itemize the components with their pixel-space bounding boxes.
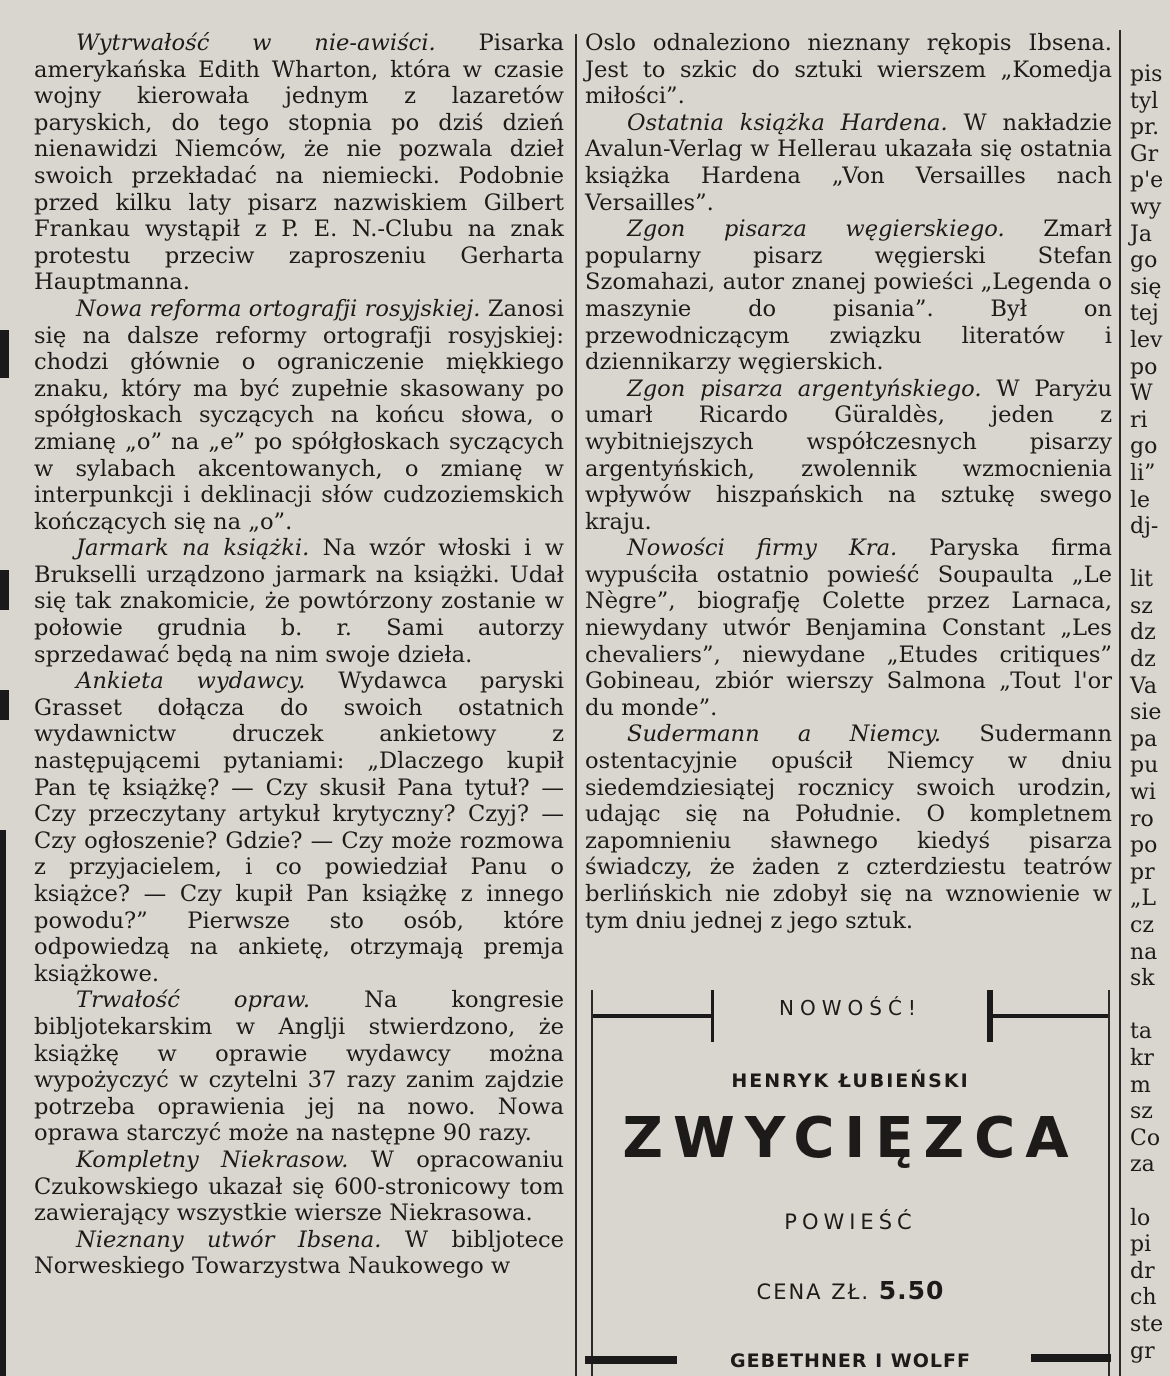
news-item [585, 721, 1112, 934]
item-body: W nakładzie Avalun-Verlag w Hellerau ukazała się ostatnia książka Hardena „Von Versailles nach Versailles”. [585, 109, 1113, 216]
news-item [585, 535, 1112, 721]
news-item [34, 668, 564, 987]
item-heading: Zgon pisarza węgierskiego. [627, 216, 1005, 243]
column-rule [575, 34, 577, 1376]
ad-price-value: 5.50 [878, 1276, 945, 1305]
cutoff-line-fragment: pr [1130, 859, 1155, 885]
cutoff-line-fragment [1130, 993, 1170, 1020]
ad-price-label: CENA ZŁ. [756, 1280, 871, 1304]
cutoff-line-fragment: „L [1130, 886, 1157, 912]
margin-mark [0, 330, 9, 378]
cutoff-line-fragment: na [1130, 939, 1158, 965]
ad-header-text: NOWOŚĆ! [779, 996, 922, 1020]
cutoff-line-fragment: ste [1130, 1311, 1164, 1337]
news-item [585, 110, 1112, 216]
cutoff-line-fragment: lev [1130, 327, 1163, 353]
cutoff-line-fragment [1130, 541, 1170, 568]
cutoff-line-fragment: gr [1130, 1338, 1155, 1364]
item-heading: Nowości firmy Kra. [627, 535, 898, 562]
cutoff-line-fragment: go [1130, 434, 1158, 460]
item-heading: Nieznany utwór Ibsena. [76, 1226, 382, 1253]
ad-publisher: GEBETHNER I WOLFF [730, 1350, 971, 1372]
news-item [34, 987, 564, 1147]
item-body: Sudermann ostentacyjnie opuścił Niemcy w dniu siedemdziesiątej rocznicy swoich urodzin, udając się na Południe. O kompletnem zapomnieniu sławnego kiedyś pisarza świadczy, że żaden z czterdziestu teatrów berlińskich nie zdobył się na wznowienie w tym dniu jednej z jego sztuk. [585, 721, 1112, 934]
cutoff-line-fragment: sie [1130, 700, 1162, 726]
item-heading: Kompletny Niekrasow. [76, 1146, 349, 1173]
cutoff-line-fragment: ta [1130, 1019, 1152, 1045]
news-item [34, 535, 564, 668]
cutoff-line-fragment: ro [1130, 806, 1154, 832]
cutoff-line-fragment: dr [1130, 1258, 1155, 1284]
cutoff-line-fragment: za [1130, 1152, 1155, 1178]
cutoff-line-fragment: p'e [1130, 168, 1164, 194]
cutoff-line-fragment: go [1130, 248, 1158, 274]
cutoff-line-fragment: się [1130, 274, 1162, 300]
item-body: Pisarka amerykańska Edith Wharton, która w czasie wojny kierowała jednym z lazaretów paryskich, do tego stopnia po dziś dzień nienawidzi Niemców, że nie pozwala dzieł swoich przekładać na niemiecki. Podobnie przed kilku laty pisarz nazwiskiem Gilbert Frankau wystąpił z P. E. N.-Clubu na znak protestu przeciw zaproszeniu Gerharta Hauptmanna. [34, 30, 564, 296]
cutoff-line-fragment: pis [1130, 62, 1163, 87]
news-item-continued [585, 30, 1112, 110]
news-item [585, 376, 1112, 536]
item-heading: Zgon pisarza argentyńskiego. [627, 375, 982, 402]
ad-price [593, 1276, 1108, 1305]
item-heading: Jarmark na książki. [76, 535, 310, 562]
cutoff-line-fragment: kr [1130, 1045, 1154, 1071]
cutoff-line-fragment: pa [1130, 726, 1158, 752]
item-body: W opracowaniu Czukowskiego ukazał się 600-stronicowy tom zawierający wszystkie wiersze Niekrasowa. [34, 1146, 564, 1227]
cutoff-line-fragment: ch [1130, 1285, 1157, 1311]
cutoff-line-fragment: cz [1130, 913, 1154, 938]
margin-mark [0, 690, 9, 720]
cutoff-line-fragment: tyl [1130, 88, 1159, 114]
cutoff-line-fragment: wy [1130, 194, 1162, 220]
item-heading: Wytrwałość w nie-awiści. [76, 30, 436, 56]
column-rule [1119, 30, 1121, 1376]
item-body: Wydawca paryski Grasset dołącza do swoich ostatnich wydawnictw druczek ankietowy z następującemi pytaniami: „Dlaczego kupił Pan tę książkę? — Czy skusił Pana tytuł? — Czy przeczytany artykuł krytyczny? Czyj? — Czy ogłoszenie? Gdzie? — Czy może rozmowa z przyjacielem, i co powiedział Panu o książce? — Czy kupił Pan książkę z innego powodu?” Pierwsze sto osób, które odpowiedzą na ankietę, otrzymają premja książkowe. [34, 668, 564, 987]
item-body: W bibljotece Norweskiego Towarzystwa Naukowego w [34, 1226, 564, 1280]
item-body: Paryska firma wypuściła ostatnio powieść Soupaulta „Le Nègre”, biografję Colette przez Larnaca, niewydany utwór Benjamina Constant „Les chevaliers”, niewydane „Etudes critiques” Gobineau, zbiór wierszy Salmona „Tout l'or du monde”. [585, 535, 1112, 721]
cutoff-line-fragment: m [1130, 1072, 1151, 1098]
item-body: W Paryżu umarł Ricardo Güraldès, jeden z wybitniejszych współczesnych pisarzy argentyńskich, zwolennik wzmocnienia wpływów hiszpańskich na sztukę swego kraju. [585, 375, 1112, 535]
cutoff-line-fragment: pu [1130, 753, 1159, 779]
ad-author: HENRYK ŁUBIEŃSKI [731, 1070, 970, 1092]
cutoff-line-fragment: Co [1130, 1125, 1161, 1151]
item-heading: Sudermann a Niemcy. [627, 721, 942, 748]
cutoff-line-fragment: Ja [1130, 221, 1152, 247]
cutoff-line-fragment: sz [1130, 593, 1153, 619]
ad-book-title: ZWYCIĘZCA [622, 1106, 1079, 1171]
cutoff-line-fragment [1130, 1179, 1170, 1206]
item-body: Na kongresie bibljotekarskim w Anglji stwierdzono, że książkę w oprawie wydawcy można wypożyczyć w czytelni 37 razy zanim zajdzie potrzeba oprawienia jej na nowo. Nowa oprawa starczyć może na następne 90 razy. [34, 987, 565, 1147]
cutoff-line-fragment: dz [1130, 620, 1156, 646]
cutoff-line-fragment: sk [1130, 966, 1155, 992]
cutoff-line-fragment: Va [1130, 673, 1157, 699]
margin-mark [0, 570, 9, 610]
item-heading: Ostatnia książka Hardena. [627, 109, 948, 136]
cutoff-line-fragment: wi [1130, 780, 1156, 806]
item-body: Na wzór włoski i w Brukselli urządzono jarmark na książki. Udał się tak znakomicie, że powtórzony zostanie w połowie grudnia b. r. Sami autorzy sprzedawać będą na nim swoje dzieła. [34, 535, 564, 668]
cutoff-line-fragment: po [1130, 354, 1158, 380]
ad-genre: POWIEŚĆ [784, 1210, 917, 1234]
news-item [585, 216, 1112, 376]
cutoff-line-fragment: le [1130, 487, 1151, 513]
cutoff-line-fragment: po [1130, 833, 1158, 859]
cutoff-line-fragment: lo [1130, 1205, 1151, 1231]
column-right-cutoff [1130, 62, 1170, 1365]
news-item [34, 1147, 564, 1227]
cutoff-line-fragment: sz [1130, 1099, 1153, 1125]
cutoff-line-fragment: lit [1130, 567, 1153, 593]
column-left [34, 30, 564, 1280]
cutoff-line-fragment: pr. [1130, 115, 1160, 141]
item-body: Zanosi się na dalsze reformy ortografji rosyjskiej: chodzi głównie o ograniczenie miękkiego znaku, który ma być zupełnie skasowany po spółgłoskach syczących na końcu słowa, o zmianę „o” na „e” po spółgłoskach syczących w sylabach akcentowanych, o zmianę w interpunkcji i deklinacji słów cudzoziemskich kończących się na „o”. [34, 295, 564, 535]
item-body: Zmarł popularny pisarz węgierski Stefan Szomahazi, autor znanej powieści „Legenda o maszynie do pisania”. Był on przewodniczącym związku literatów i dziennikarzy węgierskich. [585, 216, 1112, 376]
cutoff-line-fragment: dj- [1130, 514, 1159, 540]
cutoff-line-fragment: W [1130, 381, 1153, 407]
cutoff-line-fragment: pi [1130, 1232, 1152, 1258]
margin-mark [0, 830, 6, 1376]
column-middle [585, 30, 1112, 934]
cutoff-line-fragment: li” [1130, 460, 1156, 486]
cutoff-line-fragment: tej [1130, 301, 1159, 327]
cutoff-line-fragment: dz [1130, 647, 1156, 673]
item-heading: Trwałość opraw. [76, 987, 311, 1014]
item-heading: Nowa reforma ortografji rosyjskiej. [76, 295, 481, 322]
cutoff-line-fragment: Gr [1130, 141, 1159, 167]
news-item [34, 296, 564, 535]
book-advertisement [591, 990, 1110, 1376]
news-item [34, 1227, 564, 1280]
item-heading: Ankieta wydawcy. [76, 668, 306, 695]
cutoff-line-fragment: ri [1130, 407, 1148, 433]
item-body: Oslo odnaleziono nieznany rękopis Ibsena. Jest to szkic do sztuki wierszem „Komedja miłości”. [585, 30, 1112, 110]
news-item [34, 30, 564, 296]
